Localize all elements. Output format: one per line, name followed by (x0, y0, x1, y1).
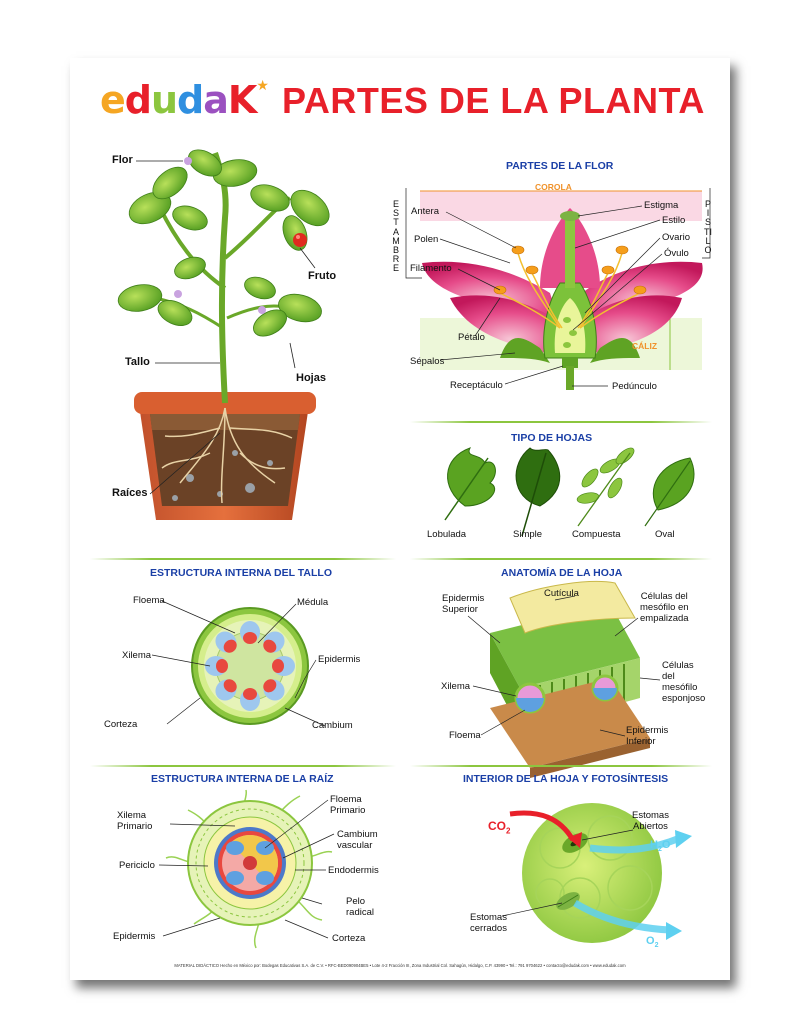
section-title-flor: PARTES DE LA FLOR (506, 160, 614, 172)
label-caliz: CÁLIZ (632, 341, 658, 351)
logo-letter: d (124, 78, 151, 122)
label-pistilo: PISTILO (704, 199, 712, 256)
label-estambre: ESTAMBRE (392, 199, 400, 274)
logo-letter: a (203, 78, 228, 122)
label-cuticula: Cutícula (544, 588, 579, 599)
label-estilo: Estilo (662, 215, 686, 226)
label-epidermis: Epidermis (318, 654, 361, 665)
text-line: empalizada (640, 613, 689, 624)
label-xilema: Xilema (122, 650, 152, 661)
text-line: Cambium (337, 829, 378, 840)
label-corteza: Corteza (104, 719, 138, 730)
section-title-anatomia: ANATOMÍA DE LA HOJA (501, 567, 623, 579)
text-line: del (662, 671, 675, 682)
leaf-type-label: Oval (655, 529, 675, 540)
label-o2 (646, 936, 658, 951)
label-periciclo: Periciclo (119, 860, 155, 871)
label-empalizada (640, 591, 689, 624)
text-line: H (650, 839, 658, 851)
text-line: Superior (442, 604, 478, 615)
leaf-anatomy-illustration (468, 581, 660, 778)
label-co2 (488, 821, 510, 836)
subscript: 2 (654, 942, 659, 950)
section-title-hojas: TIPO DE HOJAS (511, 432, 593, 444)
label-esponjoso (662, 660, 705, 704)
label-xilema-primario (117, 810, 152, 832)
divider (410, 558, 712, 560)
poster-sheet (70, 58, 730, 980)
subscript: 2 (506, 826, 511, 836)
logo-star-icon: ★ (256, 78, 268, 94)
text-line: Abiertos (633, 821, 668, 832)
text-line: Inferior (626, 736, 656, 747)
text-line: CO (488, 819, 506, 833)
logo-letter: d (177, 78, 204, 122)
text-line: Células del (640, 591, 688, 602)
stem-cross-section (152, 601, 325, 726)
logo-letter: e (100, 78, 125, 122)
leaf-type-label: Simple (513, 529, 543, 540)
text-line: Pelo (346, 896, 366, 907)
label-pedunculo: Pedúnculo (612, 381, 657, 392)
label-epidermis-superior (442, 593, 484, 615)
label-ovulo: Óvulo (664, 248, 689, 259)
label-petalo: Pétalo (458, 332, 485, 343)
section-title-tallo: ESTRUCTURA INTERNA DEL TALLO (150, 567, 332, 579)
label-filamento: Filamento (410, 263, 452, 274)
divider (410, 765, 712, 767)
label-cambium: Cambium (312, 720, 353, 731)
section-title-fotosintesis: INTERIOR DE LA HOJA Y FOTOSÍNTESIS (463, 773, 669, 785)
label-floema-primario (330, 794, 365, 816)
text-line: Xilema (117, 810, 147, 821)
logo-letter: K (227, 78, 257, 122)
leaf-type-label: Compuesta (572, 529, 621, 540)
page-title: PARTES DE LA PLANTA (282, 80, 705, 121)
text-line: O (661, 839, 671, 851)
text-line: Células (662, 660, 694, 671)
label-polen: Polen (414, 234, 439, 245)
text-line: vascular (337, 840, 373, 851)
text-line: cerrados (470, 923, 507, 934)
divider (90, 558, 396, 560)
subscript: 2 (657, 846, 662, 854)
text-line: esponjoso (662, 693, 706, 704)
label-corola: COROLA (535, 182, 572, 192)
text-line: Estomas (632, 810, 669, 821)
label-estomas-cerrados (470, 912, 507, 934)
illustrations (70, 58, 730, 980)
label-endodermis: Endodermis (328, 865, 379, 876)
label-fruto: Fruto (308, 270, 337, 282)
text-line: radical (346, 907, 374, 918)
label-corteza-raiz: Corteza (332, 933, 366, 944)
label-tallo: Tallo (125, 356, 150, 368)
label-floema-hoja: Floema (449, 730, 481, 741)
label-raices: Raíces (112, 487, 148, 499)
text-line: O (646, 935, 655, 947)
plant-illustration (116, 144, 336, 520)
label-floema: Floema (133, 595, 165, 606)
divider (90, 765, 396, 767)
label-estomas-abiertos (632, 810, 669, 832)
label-xilema-hoja: Xilema (441, 681, 471, 692)
leaf-types-illustration (445, 445, 694, 536)
label-receptaculo: Receptáculo (450, 380, 503, 391)
footer-credits: MATERIAL DIDÁCTICO Hecho en México por: Bodegas Educativas S.A. de C.V. • RFC-BED090904BE5 • Lote 4-2 Fracción III, Zona Industrial Col. Sahagún, Hidalgo, C.P. 43990 • Tel.: 791 9704622 • contacto@edudak.com • www.edudak.com (174, 963, 626, 968)
label-h2o (650, 840, 670, 855)
text-line: Primario (117, 821, 153, 832)
label-sepalos: Sépalos (410, 356, 445, 367)
label-medula: Médula (297, 597, 329, 608)
root-cross-section (159, 790, 334, 948)
text-line: Estomas (470, 912, 507, 923)
label-cambium-vascular (337, 829, 378, 851)
leaf-type-label: Lobulada (427, 529, 467, 540)
divider (410, 421, 712, 423)
text-line: Epidermis (626, 725, 669, 736)
text-line: Epidermis (442, 593, 485, 604)
text-line: mesófilo (662, 682, 698, 693)
label-estigma: Estigma (644, 200, 679, 211)
label-epidermis-inferior (626, 725, 668, 747)
logo-letter: u (150, 78, 178, 122)
text-line: Floema (330, 794, 362, 805)
text-line: Primario (330, 805, 366, 816)
label-ovario: Ovario (662, 232, 690, 243)
label-epidermis-raiz: Epidermis (113, 931, 156, 942)
section-title-raiz: ESTRUCTURA INTERNA DE LA RAÍZ (151, 773, 334, 785)
label-pelo-radical (346, 896, 374, 918)
text-line: mesófilo en (640, 602, 689, 613)
label-flor: Flor (112, 154, 133, 166)
label-antera: Antera (411, 206, 439, 217)
label-hojas: Hojas (296, 372, 326, 384)
